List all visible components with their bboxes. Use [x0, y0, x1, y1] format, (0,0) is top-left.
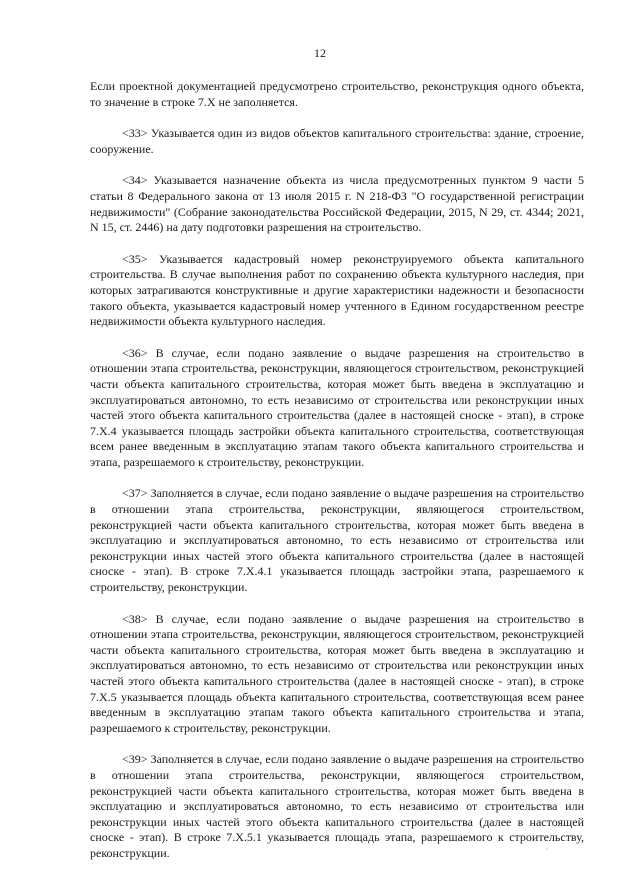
- page-number: 12: [314, 46, 326, 60]
- document-body: [90, 79, 584, 878]
- footnote-36: <36> В случае, если подано заявление о выдаче разрешения на строительство в отношении этапа строительства, реконструкции, являющегося строительством, реконструкцией части объекта капитального строительства, которая может быть введена в эксплуатацию и эксплуатироваться автономно, то есть независимо от строительства или реконструкции иных частей этого объекта капитального строительства (далее в настоящей сноске - этап), в строке 7.Х.4 указывается площадь застройки объекта капитального строительства, соответствующая всем ранее введенным в эксплуатацию этапам такого объекта капитального строительства и этапа, разрешаемого к строительству, реконструкции.: [90, 345, 584, 469]
- footnote-33: <33> Указывается один из видов объектов капитального строительства: здание, строение, сооружение.: [90, 126, 584, 156]
- paragraph-intro: Если проектной документацией предусмотрено строительство, реконструкция одного объекта, то значение в строке 7.Х не заполняется.: [90, 79, 584, 109]
- footnote-37: <37> Заполняется в случае, если подано заявление о выдаче разрешения на строительство в отношении этапа строительства, реконструкции, являющегося строительством, реконструкцией части объекта капитального строительства, которая может быть введена в эксплуатацию и эксплуатироваться автономно, то есть независимо от строительства или реконструкции иных частей этого объекта капитального строительства (далее в настоящей сноске - этап). В строке 7.Х.4.1 указывается площадь застройки этапа, разрешаемого к строительству, реконструкции.: [90, 486, 584, 595]
- footnote-35: <35> Указывается кадастровый номер реконструируемого объекта капитального строительства. В случае выполнения работ по сохранению объекта культурного наследия, при которых затрагиваются конструктивные и другие характеристики надежности и безопасности такого объекта, указывается кадастровый номер учтенного в Едином государственном реестре недвижимости объекта культурного наследия.: [90, 251, 584, 329]
- footnote-38: <38> В случае, если подано заявление о выдаче разрешения на строительство в отношении этапа строительства, реконструкции, являющегося строительством, реконструкцией части объекта капитального строительства, которая может быть введена в эксплуатацию и эксплуатироваться автономно, то есть независимо от строительства или реконструкции иных частей этого объекта капитального строительства (далее в настоящей сноске - этап), в строке 7.Х.5 указывается площадь объекта капитального строительства, соответствующая всем ранее введенным в эксплуатацию этапам такого объекта капитального строительства и этапа, разрешаемого к строительству, реконструкции.: [90, 611, 584, 735]
- footnote-34: <34> Указывается назначение объекта из числа предусмотренных пунктом 9 части 5 статьи 8 Федерального закона от 13 июля 2015 г. N 218-ФЗ "О государственной регистрации недвижимости" (Собрание законодательства Российской Федерации, 2015, N 29, ст. 4344; 2021, N 15, ст. 2446) на дату подготовки разрешения на строительство.: [90, 173, 584, 235]
- scan-speck: [546, 848, 548, 850]
- footnote-39: <39> Заполняется в случае, если подано заявление о выдаче разрешения на строительство в отношении этапа строительства, реконструкции, являющегося строительством, реконструкцией части объекта капитального строительства, которая может быть введена в эксплуатацию и эксплуатироваться автономно, то есть независимо от строительства или реконструкции иных частей этого объекта капитального строительства (далее в настоящей сноске - этап). В строке 7.Х.5.1 указывается площадь этапа, разрешаемого к строительству, реконструкции.: [90, 752, 584, 860]
